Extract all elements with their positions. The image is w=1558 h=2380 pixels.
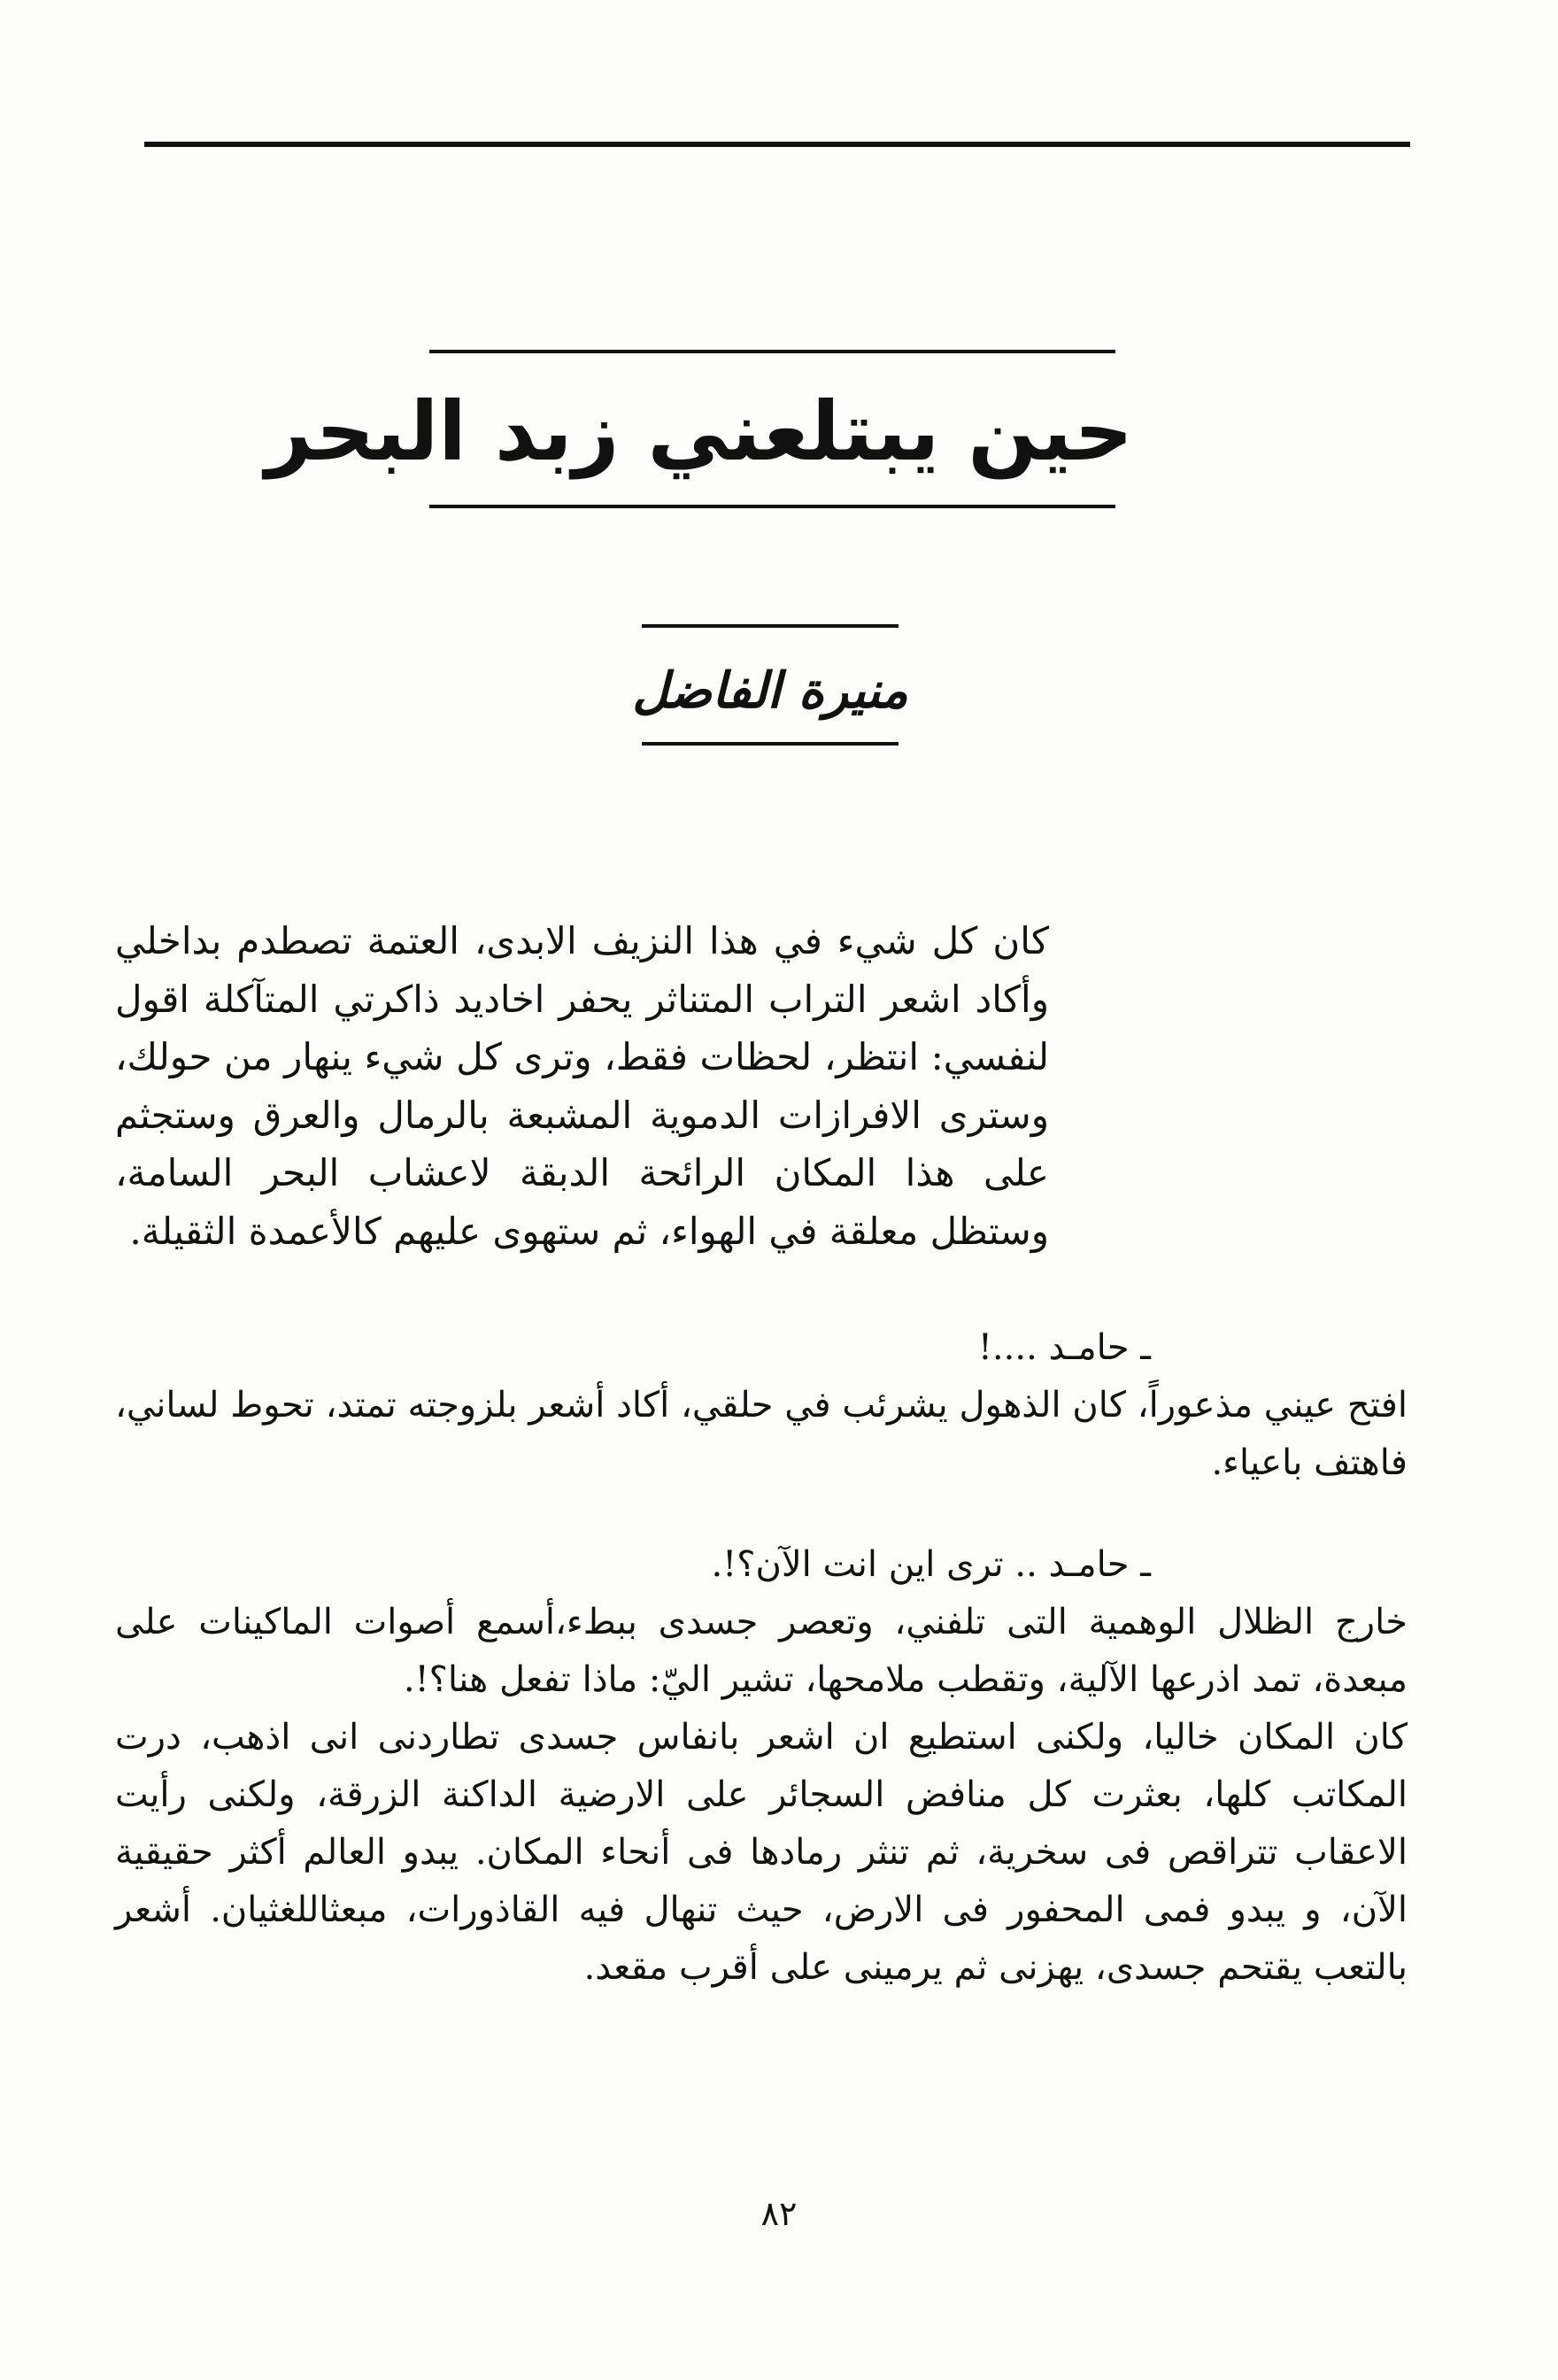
dialogue-2: [115, 1536, 1408, 1594]
author-name: منيرة الفاضل: [632, 661, 908, 720]
paragraph-3: خارج الظلال الوهمية التى تلفني، وتعصر جسدى ببطء،أسمع أصوات الماكينات على مبعدة، تمد اذرعها الآلية، وتقطب ملامحها، تشير اليّ: ماذا تفعل هنا؟!.: [115, 1602, 1408, 1700]
dialogue-1: [115, 1319, 1408, 1377]
page-top-rule: [144, 142, 1410, 147]
story-title: حين يبتلعني زبد البحر: [265, 384, 1133, 479]
paragraph-2: افتح عيني مذعوراً، كان الذهول يشرئب في حلقي، أكاد أشعر بلزوجته تمتد، تحوط لساني، فاهتف باعياء.: [115, 1385, 1408, 1483]
page-number: ٨٢: [760, 2194, 798, 2233]
title-bottom-rule: [429, 505, 1115, 508]
paragraph-1: كان كل شيء في هذا النزيف الابدى، العتمة تصطدم بداخلي وأكاد اشعر التراب المتناثر يحفر اخاديد ذاكرتي المتآكلة اقول لنفسي: انتظر، لحظات فقط، وترى كل شيء ينهار من حولك، وسترى الافرازات الدموية المشبعة بالرمال والعرق وستجثم على هذا المكان الرائحة الدبقة لاعشاب البحر السامة، وستظل معلقة في الهواء، ثم ستهوى عليهم كالأعمدة الثقيلة.: [115, 919, 1049, 1253]
author-bottom-rule: [642, 742, 899, 746]
paragraph-4: كان المكان خاليا، ولكنى استطيع ان اشعر بانفاس جسدى تطاردنى انى اذهب، درت المكاتب كلها، بعثرت كل منافض السجائر على الارضية الداكنة الزرقة، ولكنى رأيت الاعقاب تتراقص فى سخرية، ثم تنثر رمادها فى أنحاء المكان. يبدو العالم أكثر حقيقية الآن، و يبدو فمى المحفور فى الارض، حيث تنهال فيه القاذورات، مبعثاللغثيان. أشعر بالتعب يقتحم جسدى، يهزنى ثم يرمينى على أقرب مقعد.: [115, 1717, 1408, 1988]
dialogue-2-text: ـ حامـد .. ترى اين انت الآن؟!.: [711, 1544, 1151, 1585]
author-top-rule: [642, 624, 899, 628]
dialogue-1-text: ـ حامـد ....!: [977, 1327, 1151, 1368]
title-top-rule: [429, 350, 1115, 353]
